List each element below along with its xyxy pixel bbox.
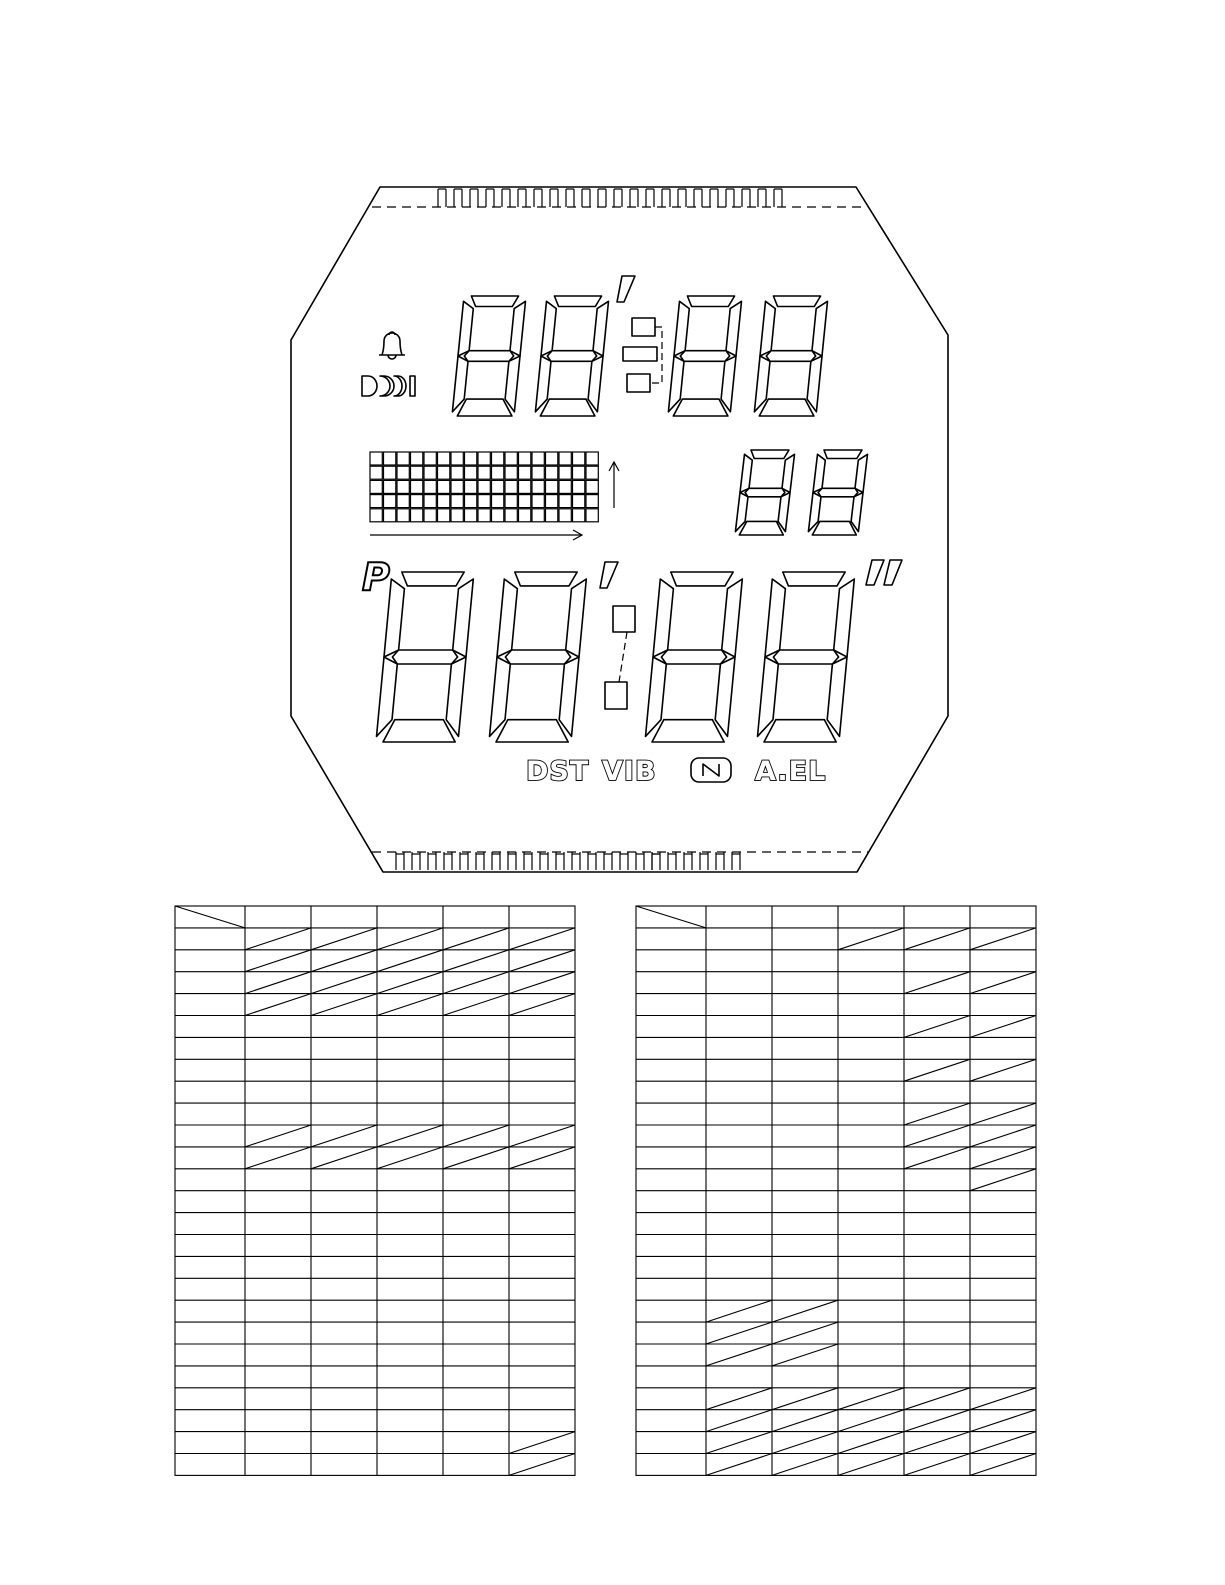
- matrix-dot: [370, 466, 382, 479]
- cell-diagonal: [706, 1322, 772, 1344]
- matrix-dot: [559, 480, 571, 493]
- cell-diagonal: [970, 972, 1036, 994]
- matrix-dot: [438, 480, 450, 493]
- cell-diagonal: [706, 1410, 772, 1432]
- seg-b: [782, 454, 795, 492]
- seg-g: [547, 351, 596, 362]
- matrix-dot: [478, 509, 490, 522]
- matrix-dot: [438, 509, 450, 522]
- matrix-dot: [411, 509, 423, 522]
- seg-e: [535, 356, 551, 412]
- seg-e: [754, 356, 770, 412]
- seg-f: [653, 579, 673, 657]
- seg-d: [383, 720, 455, 742]
- ael-label: A.EL: [755, 756, 827, 787]
- seg-b: [566, 579, 587, 657]
- top-digit-3: [668, 296, 741, 416]
- cell-diagonal: [970, 1454, 1036, 1476]
- seg-c: [827, 657, 847, 736]
- vib-label: VIB: [602, 756, 657, 787]
- cell-diagonal: [904, 1016, 970, 1038]
- seg-b: [453, 579, 474, 657]
- matrix-dot: [451, 466, 463, 479]
- matrix-dot: [546, 452, 558, 465]
- cell-diagonal: [509, 1125, 575, 1147]
- cell-diagonal: [772, 1344, 838, 1366]
- seg-d: [673, 399, 728, 416]
- cell-diagonal: [838, 1432, 904, 1454]
- horizontal-arrow-icon: [370, 530, 582, 540]
- seg-c: [505, 356, 520, 412]
- seg-f: [497, 579, 517, 657]
- seg-g: [661, 650, 726, 664]
- cell-diagonal: [904, 1388, 970, 1410]
- seg-d: [759, 399, 814, 416]
- bottom-pin-row: [396, 852, 740, 870]
- matrix-dot: [451, 452, 463, 465]
- cell-diagonal: [377, 928, 443, 950]
- seg-c: [778, 493, 790, 532]
- cell-diagonal: [706, 1388, 772, 1410]
- top-colon: [623, 318, 662, 392]
- matrix-dot: [573, 480, 585, 493]
- segment-table-right: [636, 906, 1036, 1475]
- bottom-minute-mark: [600, 562, 618, 588]
- top-time-digits: [452, 296, 827, 416]
- cell-diagonal: [509, 972, 575, 994]
- bottom-colon: [605, 606, 635, 709]
- cell-diagonal: [970, 1388, 1036, 1410]
- matrix-dot: [465, 495, 477, 508]
- matrix-dot: [519, 480, 531, 493]
- cell-diagonal: [970, 928, 1036, 950]
- seg-d: [764, 720, 836, 742]
- matrix-dot: [586, 509, 598, 522]
- cell-diagonal: [772, 1454, 838, 1476]
- bottom-digit-1: [377, 572, 474, 742]
- seg-c: [807, 356, 822, 412]
- matrix-dot: [384, 480, 396, 493]
- matrix-dot: [424, 466, 436, 479]
- cell-diagonal: [245, 972, 311, 994]
- matrix-dot: [559, 509, 571, 522]
- seg-e: [808, 493, 821, 532]
- matrix-dot: [411, 466, 423, 479]
- seg-c: [446, 657, 466, 736]
- matrix-dot: [465, 509, 477, 522]
- matrix-dot: [559, 466, 571, 479]
- small-digit-1: [735, 450, 794, 535]
- matrix-dot: [397, 466, 409, 479]
- cell-diagonal: [245, 1147, 311, 1169]
- matrix-dot: [492, 480, 504, 493]
- cell-diagonal: [509, 1454, 575, 1476]
- cell-diagonal: [772, 1410, 838, 1432]
- seg-g: [773, 650, 838, 664]
- seg-f: [458, 301, 473, 356]
- matrix-dot: [370, 495, 382, 508]
- seg-c: [588, 356, 603, 412]
- cell-diagonal: [509, 994, 575, 1016]
- matrix-dot: [370, 509, 382, 522]
- matrix-dot: [411, 452, 423, 465]
- seg-c: [559, 657, 579, 736]
- seg-a: [687, 296, 734, 307]
- seg-e: [735, 493, 748, 532]
- cell-diagonal: [904, 1432, 970, 1454]
- matrix-dot: [546, 466, 558, 479]
- small-digits: [735, 450, 867, 535]
- seg-g: [680, 351, 729, 362]
- cell-diagonal: [245, 928, 311, 950]
- cell-diagonal: [245, 950, 311, 972]
- top-pin-row: [438, 189, 782, 207]
- cell-diagonal: [509, 928, 575, 950]
- cell-diagonal: [509, 1432, 575, 1454]
- cell-diagonal: [706, 1432, 772, 1454]
- cell-diagonal: [311, 972, 377, 994]
- cell-diagonal: [509, 1147, 575, 1169]
- cell-diagonal: [443, 994, 509, 1016]
- matrix-dot: [397, 495, 409, 508]
- matrix-dot: [505, 466, 517, 479]
- cell-diagonal: [706, 1454, 772, 1476]
- seg-a: [471, 296, 518, 307]
- seg-g: [745, 488, 785, 497]
- seg-e: [452, 356, 468, 412]
- seg-d: [812, 521, 856, 535]
- matrix-dot: [586, 480, 598, 493]
- cell-diagonal: [245, 1125, 311, 1147]
- top-minute-mark: [617, 276, 635, 302]
- bottom-digit-3: [646, 572, 743, 742]
- cell-diagonal: [443, 950, 509, 972]
- seg-f: [674, 301, 689, 356]
- matrix-dot: [384, 495, 396, 508]
- cell-diagonal: [706, 1300, 772, 1322]
- matrix-dot: [546, 495, 558, 508]
- matrix-dot: [546, 509, 558, 522]
- matrix-dot: [519, 452, 531, 465]
- bottom-digit-4: [758, 572, 855, 742]
- small-digit-2: [808, 450, 867, 535]
- seg-f: [765, 579, 785, 657]
- cell-diagonal: [377, 972, 443, 994]
- cell-diagonal: [970, 1169, 1036, 1191]
- matrix-dot: [478, 495, 490, 508]
- seg-f: [813, 454, 825, 492]
- matrix-dot: [424, 509, 436, 522]
- seg-c: [851, 493, 863, 532]
- cell-diagonal: [904, 1103, 970, 1125]
- top-digit-2: [535, 296, 608, 416]
- matrix-dot: [586, 495, 598, 508]
- cell-diagonal: [904, 1125, 970, 1147]
- matrix-dot: [451, 495, 463, 508]
- cell-diagonal: [706, 1344, 772, 1366]
- seg-b: [812, 301, 828, 356]
- matrix-dot: [492, 495, 504, 508]
- matrix-dot: [370, 480, 382, 493]
- seg-g: [464, 351, 513, 362]
- seg-e: [668, 356, 684, 412]
- cell-diagonal: [772, 1322, 838, 1344]
- cell-diagonal: [970, 1410, 1036, 1432]
- matrix-dot: [532, 452, 544, 465]
- seg-e: [758, 657, 779, 736]
- matrix-dot: [424, 480, 436, 493]
- seg-g: [392, 650, 457, 664]
- seg-e: [377, 657, 398, 736]
- seg-a: [783, 572, 845, 586]
- seg-c: [715, 657, 735, 736]
- seg-a: [671, 572, 733, 586]
- cell-diagonal: [377, 1147, 443, 1169]
- cell-diagonal: [904, 1147, 970, 1169]
- cell-diagonal: [772, 1432, 838, 1454]
- cell-diagonal: [509, 950, 575, 972]
- bottom-seconds-mark: [866, 560, 902, 585]
- matrix-dot: [411, 495, 423, 508]
- cell-diagonal: [904, 1410, 970, 1432]
- matrix-dot: [519, 509, 531, 522]
- matrix-dot: [465, 452, 477, 465]
- dst-label: DST: [526, 756, 590, 787]
- matrix-dot: [424, 495, 436, 508]
- seg-b: [855, 454, 868, 492]
- cell-diagonal: [772, 1388, 838, 1410]
- matrix-dot: [397, 480, 409, 493]
- matrix-dot: [505, 452, 517, 465]
- seg-a: [824, 450, 862, 459]
- cell-diagonal: [970, 1016, 1036, 1038]
- cell-diagonal: [443, 972, 509, 994]
- seg-b: [722, 579, 743, 657]
- matrix-dot: [573, 495, 585, 508]
- matrix-dot: [438, 495, 450, 508]
- bottom-time-digits: [377, 572, 855, 742]
- seg-b: [593, 301, 609, 356]
- seg-b: [834, 579, 855, 657]
- matrix-dot: [505, 495, 517, 508]
- dot-matrix-display: [370, 452, 598, 522]
- cell-diagonal: [311, 928, 377, 950]
- cell-diagonal: [904, 928, 970, 950]
- seg-a: [751, 450, 789, 459]
- seg-d: [457, 399, 512, 416]
- top-digit-1: [452, 296, 525, 416]
- cell-diagonal: [970, 1103, 1036, 1125]
- seg-a: [515, 572, 577, 586]
- cell-diagonal: [443, 1147, 509, 1169]
- seg-a: [402, 572, 464, 586]
- matrix-dot: [546, 480, 558, 493]
- seg-b: [726, 301, 742, 356]
- matrix-dot: [370, 452, 382, 465]
- cell-diagonal: [311, 994, 377, 1016]
- cell-diagonal: [970, 1125, 1036, 1147]
- matrix-dot: [384, 509, 396, 522]
- cell-diagonal: [311, 1125, 377, 1147]
- segment-table-left: [175, 906, 575, 1475]
- matrix-dot: [519, 495, 531, 508]
- matrix-dot: [492, 452, 504, 465]
- seg-d: [540, 399, 595, 416]
- cell-diagonal: [772, 1300, 838, 1322]
- matrix-dot: [397, 452, 409, 465]
- cell-diagonal: [443, 1125, 509, 1147]
- seg-b: [510, 301, 526, 356]
- matrix-dot: [384, 452, 396, 465]
- cell-diagonal: [377, 950, 443, 972]
- cell-diagonal: [838, 1388, 904, 1410]
- cell-diagonal: [443, 928, 509, 950]
- cell-diagonal: [311, 1147, 377, 1169]
- matrix-dot: [559, 452, 571, 465]
- pm-label: P: [362, 555, 390, 599]
- matrix-dot: [478, 480, 490, 493]
- matrix-dot: [478, 452, 490, 465]
- cell-diagonal: [311, 950, 377, 972]
- cell-diagonal: [904, 1059, 970, 1081]
- matrix-dot: [573, 452, 585, 465]
- matrix-dot: [505, 509, 517, 522]
- seg-f: [760, 301, 775, 356]
- seg-g: [766, 351, 815, 362]
- matrix-dot: [465, 466, 477, 479]
- cell-diagonal: [970, 1147, 1036, 1169]
- matrix-dot: [532, 480, 544, 493]
- cell-diagonal: [377, 994, 443, 1016]
- matrix-dot: [532, 509, 544, 522]
- signal-bars-icon: [362, 376, 415, 396]
- seg-d: [496, 720, 568, 742]
- cell-diagonal: [904, 972, 970, 994]
- seg-c: [721, 356, 736, 412]
- vertical-arrow-icon: [609, 462, 619, 508]
- matrix-dot: [411, 480, 423, 493]
- matrix-dot: [438, 452, 450, 465]
- matrix-dot: [505, 480, 517, 493]
- seg-g: [818, 488, 858, 497]
- matrix-dot: [559, 495, 571, 508]
- matrix-dot: [586, 466, 598, 479]
- matrix-dot: [451, 509, 463, 522]
- matrix-dot: [532, 495, 544, 508]
- matrix-dot: [492, 509, 504, 522]
- matrix-dot: [532, 466, 544, 479]
- cell-diagonal: [970, 1432, 1036, 1454]
- seg-g: [505, 650, 570, 664]
- seg-e: [490, 657, 511, 736]
- cell-diagonal: [838, 928, 904, 950]
- seg-f: [740, 454, 752, 492]
- matrix-dot: [438, 466, 450, 479]
- seg-a: [554, 296, 601, 307]
- matrix-dot: [586, 452, 598, 465]
- matrix-dot: [519, 466, 531, 479]
- header-diagonal: [636, 906, 706, 928]
- top-digit-4: [754, 296, 827, 416]
- matrix-dot: [573, 466, 585, 479]
- seg-a: [773, 296, 820, 307]
- cell-diagonal: [904, 1454, 970, 1476]
- matrix-dot: [492, 466, 504, 479]
- cell-diagonal: [245, 994, 311, 1016]
- cell-diagonal: [970, 1059, 1036, 1081]
- matrix-dot: [573, 509, 585, 522]
- sync-icon: [691, 758, 731, 782]
- header-diagonal: [175, 906, 245, 928]
- matrix-dot: [397, 509, 409, 522]
- seg-e: [646, 657, 667, 736]
- seg-d: [739, 521, 783, 535]
- cell-diagonal: [377, 1125, 443, 1147]
- seg-d: [652, 720, 724, 742]
- matrix-dot: [465, 480, 477, 493]
- matrix-dot: [424, 452, 436, 465]
- seg-f: [541, 301, 556, 356]
- bottom-digit-2: [490, 572, 587, 742]
- cell-diagonal: [838, 1410, 904, 1432]
- bell-icon: [379, 332, 405, 359]
- cell-diagonal: [838, 1454, 904, 1476]
- matrix-dot: [451, 480, 463, 493]
- matrix-dot: [384, 466, 396, 479]
- matrix-dot: [478, 466, 490, 479]
